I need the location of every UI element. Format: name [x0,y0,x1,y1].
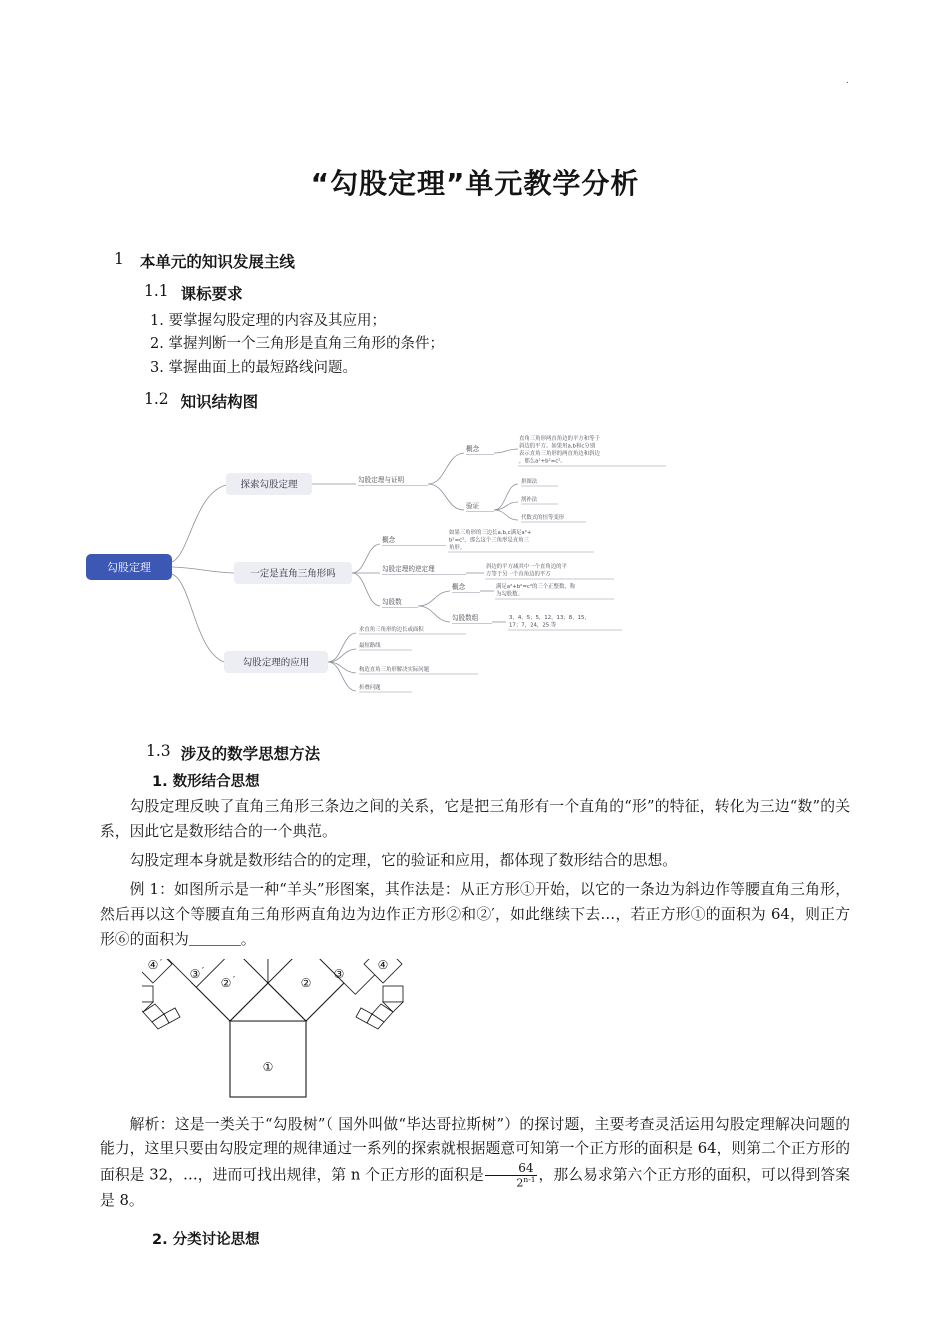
figure-square-4-prime-label: ④ [147,958,159,972]
figure-square-4-label: ④ [377,958,389,972]
figure-square-3-label: ③ [333,966,345,981]
list-item: 3. 掌握曲面上的最短路线问题。 [150,359,357,376]
knowledge-structure-mindmap [66,422,816,730]
page-top-mark: . [846,76,849,86]
figure-square-2-prime-mark: ′ [233,975,236,986]
paragraph-example-1 [100,878,850,953]
heading-1-number: 1 [114,250,124,268]
svg-text:17；7，24，25 等: 17；7，24，25 等 [509,622,557,629]
list-item: 2. 掌握判断一个三角形是直角三角形的条件； [150,336,444,353]
fraction-denominator-exponent: n-1 [523,1174,536,1184]
area-formula-fraction [485,1162,538,1189]
analysis-text-part-1: 解析：这是一类关于“勾股树”（ 国外叫做“毕达哥拉斯树”）的探讨题，主要考查灵活运用勾股定理解决问题的能力，这里只要由勾股定理的规律通过一系列的探索就根据题意可知第一个正方形的面积是 64，则第二个正方形的面积是 32，…，进而可找出规律，第 n 个正方形的面积是 [100,1115,850,1184]
svg-text:方等于另一个直角边的平方: 方等于另一个直角边的平方 [486,571,551,578]
answer-blank [189,931,241,946]
fraction-numerator: 64 [518,1161,534,1176]
example-1-period: 。 [240,930,256,948]
figure-square-1-label: ① [262,1059,274,1074]
mindmap-leaf-app-4: 折叠问题 [359,685,381,692]
mindmap-root-label: 勾股定理 [107,561,151,575]
svg-text:斜边的平方。如果用a,b和c分别: 斜边的平方。如果用a,b和c分别 [519,443,596,450]
heading-1-2-number: 1.2 [144,390,169,409]
figure-square-3-prime-label: ③ [189,966,201,981]
mindmap-leaf-triples-concept [496,582,576,598]
figure-square-3-prime-mark: ′ [202,966,205,977]
mindmap-leaf-app-1: 求直角三角形的边长或面积 [359,627,424,634]
svg-text:3，4，5；5，12，13；8，15，: 3，4，5；5，12，13；8，15， [509,615,590,622]
mindmap-branch-label-3: 勾股定理的应用 [242,657,310,669]
svg-text:直角三角形两直角边的平方和等于: 直角三角形两直角边的平方和等于 [519,436,600,443]
paragraph-number-form-1: 勾股定理反映了直角三角形三条边之间的关系，它是把三角形有一个直角的“形”的特征，转化为三边“数”的关系，因此它是数形结合的一个典范。 [100,798,850,841]
mindmap-branch-label-1: 探索勾股定理 [240,479,298,491]
mindmap-leaf-triples-group [509,615,590,629]
heading-1-1-number: 1.1 [144,282,169,300]
fraction-denominator [485,1175,538,1189]
mindmap-leaf-converse-desc [486,562,567,578]
svg-text:角形。: 角形。 [449,545,466,552]
figure-small-left-1 [142,986,153,1002]
page-title: “勾股定理”单元教学分析 [310,167,640,200]
mindmap-leaf-app-2: 最短路线 [359,643,381,650]
heading-1-1-title: 课标要求 [180,285,243,303]
mindmap-leaf-verify-1: 拼图法 [521,479,538,486]
heading-classified-discussion: 2. 分类讨论思想 [152,1231,260,1248]
curriculum-requirements-list [100,310,850,380]
svg-text:斜边的平方减其中一个直角边的平: 斜边的平方减其中一个直角边的平 [486,564,567,571]
svg-text:，那么a²+b²=c²。: ，那么a²+b²=c²。 [519,458,566,465]
heading-section-1-1 [100,282,850,304]
pythagoras-tree-figure [142,959,662,1109]
heading-section-1-3 [100,742,850,764]
paragraph-number-form-2: 勾股定理本身就是数形结合的的定理，它的验证和应用，都体现了数形结合的思想。 [129,852,678,870]
heading-1-2-title: 知识结构图 [180,393,259,412]
svg-text:表示直角三角形的两直角边和斜边: 表示直角三角形的两直角边和斜边 [519,451,600,458]
mindmap-branch-label-2: 一定是直角三角形吗 [250,568,336,580]
mindmap-sub-label-triples-group: 勾股数组 [452,614,479,623]
mindmap-sub-label-concept-1: 概念 [466,445,480,454]
figure-small-right-1 [383,986,403,1002]
svg-text:b²=c²，那么这个三角形是直角三: b²=c²，那么这个三角形是直角三 [449,537,529,544]
heading-1-3-number: 1.3 [146,742,171,761]
paragraph-analysis [100,1113,850,1214]
mindmap-sub-label-triples: 勾股数 [382,598,402,607]
mindmap-leaf-converse-concept [449,528,531,551]
figure-square-1 [230,1021,306,1097]
mindmap-sub-label-theorem-proof: 勾股定理与证明 [358,476,405,485]
mindmap-sub-label-converse: 勾股定理的逆定理 [382,565,435,574]
list-item: 1. 要掌握勾股定理的内容及其应用； [150,313,386,329]
mindmap-leaf-verify-2: 割补法 [521,497,538,504]
heading-section-1 [100,250,850,272]
mindmap-sub-label-verify: 验证 [466,502,480,511]
svg-text:满足a²+b²=c²的三个正整数，称: 满足a²+b²=c²的三个正整数，称 [496,584,576,591]
analysis-text-part-2: ，那么易求第六个正方形的面积，可以得到答案是 8。 [100,1166,850,1209]
mindmap-leaf-app-3: 构造直角三角形解决实际问题 [359,667,430,674]
heading-section-1-2 [100,390,850,412]
example-1-text: 例 1：如图所示是一种“羊头”形图案，其作法是：从正方形①开始，以它的一条边为斜边作等腰直角三角形，然后再以这个等腰直角三角形两直角边为边作正方形②和②′，如此继续下去…，若正方形①的面积为 64，则正方形⑥的面积为 [100,880,850,948]
mindmap-sub-label-triples-concept: 概念 [452,583,466,592]
svg-text:为勾股数。: 为勾股数。 [496,591,523,598]
svg-text:如果三角形的三边长a,b,c满足a²+: 如果三角形的三边长a,b,c满足a²+ [449,530,532,537]
figure-square-2-prime-label: ② [220,975,232,990]
heading-1-title: 本单元的知识发展主线 [139,253,295,271]
heading-number-form-combination: 1. 数形结合思想 [152,774,260,791]
mindmap-leaf-verify-3: 代数式的恒等变形 [521,515,565,522]
heading-1-3-title: 涉及的数学思想方法 [180,745,321,764]
fraction-denominator-base: 2 [516,1176,524,1190]
figure-square-4-prime-mark: ′ [160,958,163,969]
mindmap-leaf-concept-theorem [519,434,600,465]
figure-square-2-label: ② [300,975,312,990]
mindmap-sub-label-concept-2: 概念 [382,536,396,545]
